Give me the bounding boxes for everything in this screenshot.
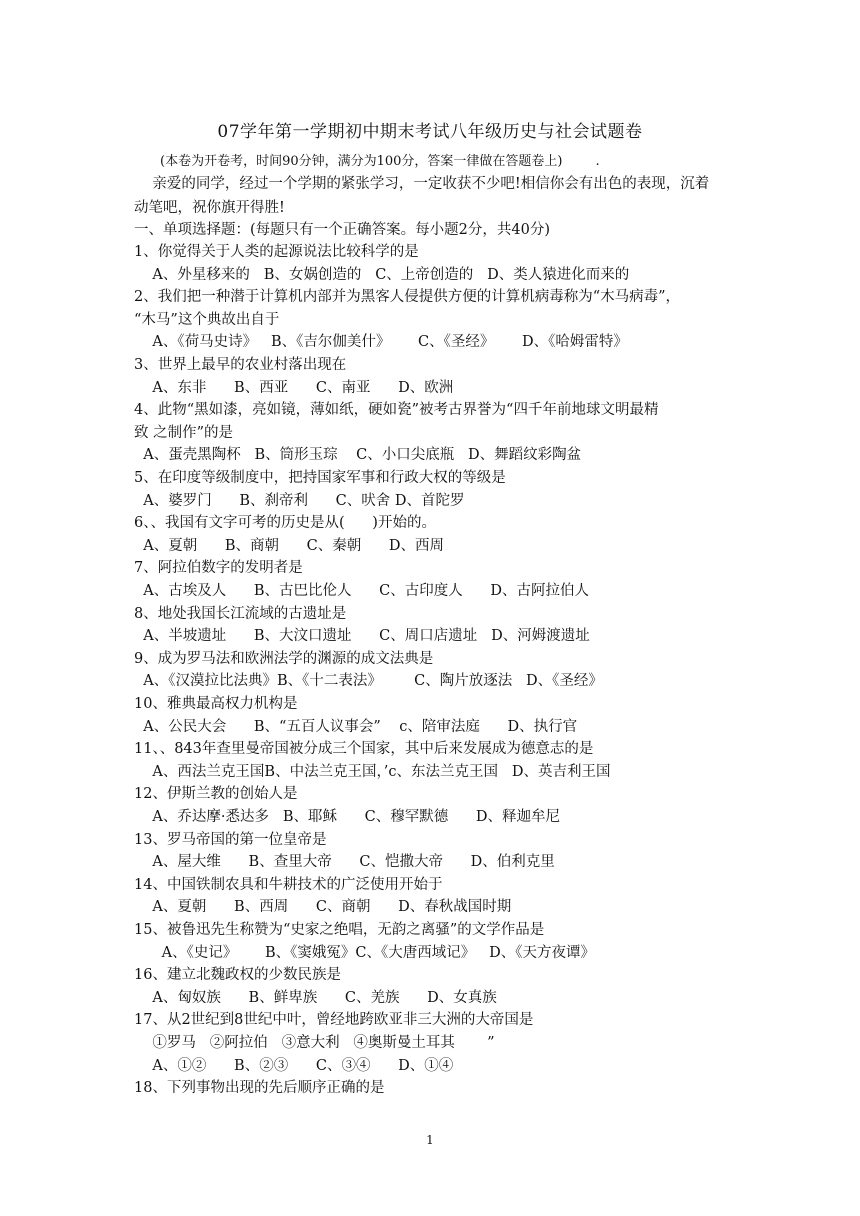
answer-options: A、乔达摩·悉达多 B、耶稣 C、穆罕默德 D、释迦牟尼 [134, 809, 561, 825]
question-text: 1、你觉得关于人类的起源说法比较科学的是 [134, 244, 419, 260]
question-text: 14、中国铁制农具和牛耕技术的广泛使用开始于 [134, 876, 443, 893]
answer-options: A、外星移来的 B、女娲创造的 C、上帝创造的 D、类人猿进化而来的 [134, 266, 630, 283]
answer-options: A、蛋壳黑陶杯 B、筒形玉琮 C、小口尖底瓶 D、舞蹈纹彩陶盆 [134, 447, 582, 464]
exam-title: 07学年第一学期初中期末考试八年级历史与社会试题卷 [217, 122, 643, 142]
question-text-continued: “木马”这个典故出自于 [134, 311, 280, 328]
question-text: 15、被鲁迅先生称赞为“史家之绝唱，无韵之离骚”的文学作品是 [134, 922, 545, 938]
answer-options: A、公民大会 B、“五百人议事会” c、陪审法庭 D、执行官 [134, 718, 578, 735]
answer-options: A、匈奴族 B、鲜卑族 C、羌族 D、女真族 [134, 989, 497, 1006]
question-text: 8、地处我国长江流域的古遗址是 [134, 605, 347, 622]
page-number: 1 [426, 1133, 434, 1147]
question-text: 3、世界上最早的农业村落出现在 [134, 357, 347, 373]
answer-options: A、屋大维 B、查里大帝 C、恺撒大帝 D、伯利克里 [134, 854, 555, 871]
question-text: 4、此物“黑如漆，亮如镜，薄如纸，硬如瓷”被考古界誉为“四千年前地球文明最精 [134, 402, 659, 419]
intro-line-2: 动笔吧，祝你旗开得胜! [134, 200, 285, 216]
answer-options: A、东非 B、西亚 C、南亚 D、欧洲 [134, 379, 454, 396]
answer-options: A、半坡遗址 B、大汶口遗址 C、周口店遗址 D、河姆渡遗址 [134, 628, 590, 645]
answer-options: A、婆罗门 B、刹帝利 C、吠舍 D、首陀罗 [134, 492, 465, 509]
answer-options: A、夏朝 B、西周 C、商朝 D、春秋战国时期 [134, 899, 512, 916]
question-text-continued: 致 之制作”的是 [134, 424, 234, 441]
question-text: 18、下列事物出现的先后顺序正确的是 [134, 1080, 385, 1097]
exam-note: (本卷为开卷考，时间90分钟，满分为100分，答案一律做在答题卷上) . [160, 154, 600, 169]
question-text: 9、成为罗马法和欧洲法学的渊源的成文法典是 [134, 650, 434, 667]
question-text: 16、建立北魏政权的少数民族是 [134, 967, 341, 984]
answer-options: A、《史记》 B、《窦娥冤》C、《大唐西域记》 D、《天方夜谭》 [134, 944, 595, 961]
answer-options: A、夏朝 B、商朝 C、秦朝 D、西周 [134, 537, 445, 554]
question-text: 12、伊斯兰教的创始人是 [134, 786, 298, 803]
intro-line-1: 亲爱的同学，经过一个学期的紧张学习，一定收获不少吧!相信你会有出色的表现，沉着 [134, 176, 710, 192]
answer-options: A、《荷马史诗》 B、《吉尔伽美什》 C、《圣经》 D、《哈姆雷特》 [134, 334, 628, 351]
answer-options: A、①② B、②③ C、③④ D、①④ [134, 1057, 454, 1074]
question-text: 2、我们把一种潜于计算机内部并为黑客人侵提供方便的计算机病毒称为“木马病毒”， [134, 289, 681, 306]
question-text: 11、、843年查里曼帝国被分成三个国家，其中后来发展成为德意志的是 [134, 741, 594, 758]
question-text: 17、从2世纪到8世纪中叶，曾经地跨欧亚非三大洲的大帝国是 [134, 1012, 534, 1029]
section-heading: 一、单项选择题：(每题只有一个正确答案。每小题2分，共40分) [134, 222, 550, 238]
answer-options: A、西法兰克王国B、中法兰克王国，’c、东法兰克王国 D、英吉利王国 [134, 763, 611, 780]
answer-options: A、《汉漠拉比法典》B、《十二表法》 C、陶片放逐法 D、《圣经》 [134, 673, 603, 690]
question-text: 5、在印度等级制度中，把持国家军事和行政大权的等级是 [134, 470, 506, 486]
answer-options: ①罗马 ②阿拉伯 ③意大利 ④奥斯曼土耳其 ” [134, 1035, 495, 1051]
question-text: 7、阿拉伯数字的发明者是 [134, 560, 303, 577]
question-text: 6、、我国有文字可考的历史是从( )开始的。 [134, 515, 436, 532]
question-text: 13、罗马帝国的第一位皇帝是 [134, 831, 327, 848]
question-text: 10、雅典最高权力机构是 [134, 696, 298, 712]
answer-options: A、古埃及人 B、古巴比伦人 C、古印度人 D、古阿拉伯人 [134, 583, 590, 599]
